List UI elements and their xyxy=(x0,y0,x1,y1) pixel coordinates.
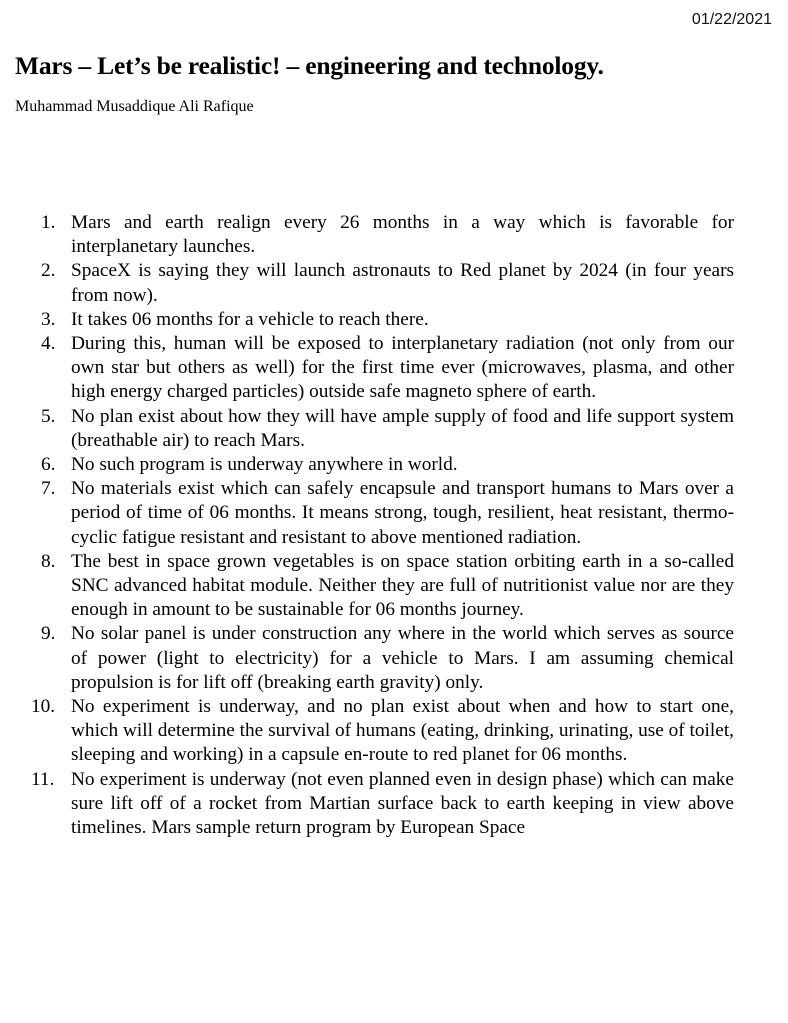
list-item xyxy=(31,308,734,332)
list-text: Mars and earth realign every 26 months in a way which is favorable for interplanetary launches. xyxy=(71,212,734,258)
document-date: 01/22/2021 xyxy=(691,11,772,28)
list-number: 4. xyxy=(41,333,56,355)
list-number: 7. xyxy=(41,478,56,500)
list-number: 5. xyxy=(41,405,56,427)
numbered-list xyxy=(31,211,734,840)
list-item xyxy=(31,259,734,307)
list-number: 3. xyxy=(41,308,56,330)
list-item xyxy=(31,622,734,695)
list-number: 2. xyxy=(41,260,56,282)
list-number: 11. xyxy=(31,768,55,790)
list-text: No solar panel is under construction any where in the world which serves as source of power (light to electricity) for a vehicle to Mars. I am assuming chemical propulsion is for lift off (breaking earth gravity) only. xyxy=(71,623,734,693)
list-item xyxy=(31,695,734,768)
list-text: No such program is underway anywhere in world. xyxy=(71,454,458,476)
list-text: SpaceX is saying they will launch astronauts to Red planet by 2024 (in four years from now). xyxy=(71,260,734,306)
list-item xyxy=(31,768,734,841)
list-text: It takes 06 months for a vehicle to reach there. xyxy=(71,308,429,330)
list-number: 10. xyxy=(31,696,56,718)
document-author: Muhammad Musaddique Ali Rafique xyxy=(15,98,254,115)
list-item xyxy=(31,453,734,477)
list-text: The best in space grown vegetables is on space station orbiting earth in a so-called SNC advanced habitat module. Neither they are full of nutritionist value nor are they enough in amount to be sustainable for 06 months journey. xyxy=(71,550,734,621)
list-text: No experiment is underway, and no plan exist about when and how to start one, which will determine the survival of humans (eating, drinking, urinating, use of toilet, sleeping and working) in a capsule en-route to red planet for 06 months. xyxy=(71,696,734,766)
list-text: During this, human will be exposed to interplanetary radiation (not only from our own star but others as well) for the first time ever (microwaves, plasma, and other high energy charged particles) outside safe magneto sphere of earth. xyxy=(71,333,734,403)
list-item xyxy=(31,211,734,259)
list-text: No experiment is underway (not even planned even in design phase) which can make sure lift off of a rocket from Martian surface back to earth keeping in view above timelines. Mars sample return program by European Space xyxy=(71,768,734,839)
list-text: No materials exist which can safely encapsule and transport humans to Mars over a period of time of 06 months. It means strong, tough, resilient, heat resistant, thermo-cyclic fatigue resistant and resistant to above mentioned radiation. xyxy=(71,478,734,548)
list-number: 8. xyxy=(41,550,56,572)
list-item xyxy=(31,332,734,405)
list-number: 6. xyxy=(41,454,56,476)
list-number: 1. xyxy=(41,212,56,233)
list-item xyxy=(31,405,734,453)
list-number: 9. xyxy=(41,623,56,645)
document-title: Mars – Let’s be realistic! – engineering and technology. xyxy=(15,51,604,80)
list-item xyxy=(31,477,734,550)
list-text: No plan exist about how they will have ample supply of food and life support system (breathable air) to reach Mars. xyxy=(71,405,734,451)
list-item xyxy=(31,550,734,623)
